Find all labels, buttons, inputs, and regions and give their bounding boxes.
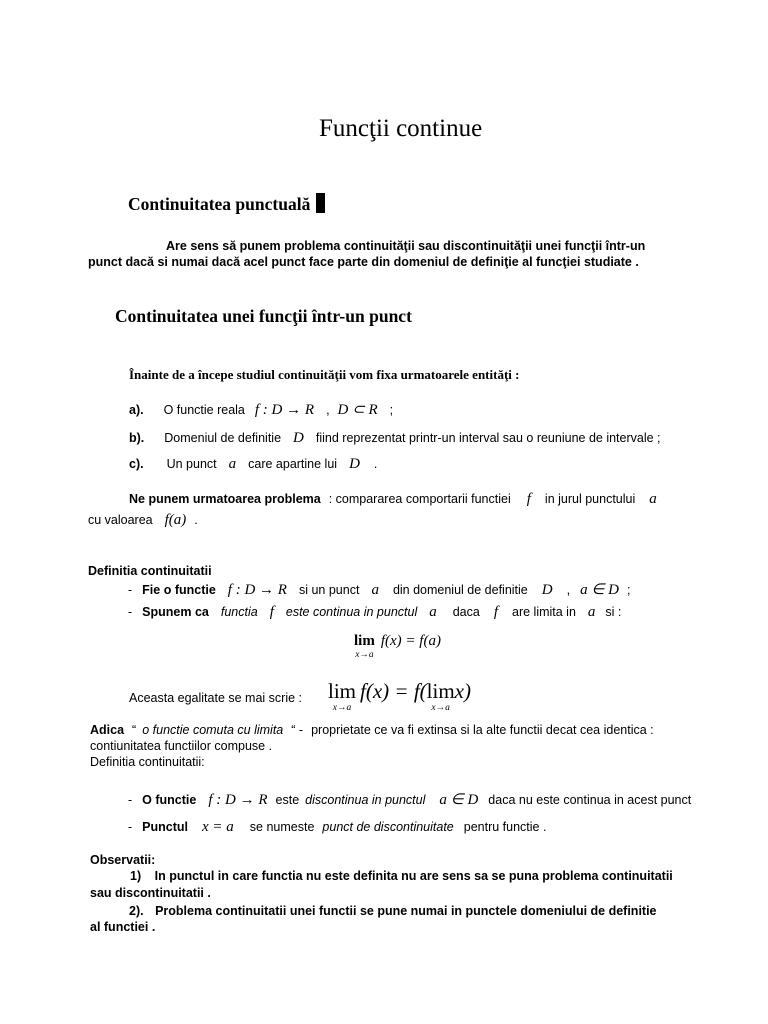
punctuation: . [373,457,378,471]
math-expression: D [349,456,360,472]
intro-paragraph-line1: Are sens să punem problema continuităţii sau discontinuităţii unei funcţii într-un [166,239,646,253]
discontinuity-text: este [275,793,300,807]
separator: , [566,583,571,597]
quote-open: “ [132,723,137,737]
observation-2-line2: al functiei . [90,920,156,934]
list-item-label: c). [129,457,144,471]
discontinuity-line [128,790,691,809]
math-expression: f : D → R [227,582,287,598]
formula-commute [328,679,471,713]
math-expression: f [269,604,274,620]
observation-text: In punctul in care functia nu este definita nu are sens sa se puna problema continuitatii [154,869,673,883]
dash: - [128,605,133,619]
lim-subscript: x→a [431,703,450,713]
definition-text: are limita in [512,605,576,619]
adica-text: proprietate ce va fi extinsa si la alte functii decat cea identica : [311,723,654,737]
adica-italic: o functie comuta cu limita [142,723,284,737]
section-heading-pointwise-text: Continuitatea punctuală [128,194,311,214]
observation-1-line1 [130,869,673,883]
definition-bold: Spunem ca [142,605,209,619]
formula-body: x) [454,679,471,703]
definition-bold: Fie o functie [142,583,216,597]
adica-line2: contiunitatea functiilor compuse . [90,739,273,753]
problem-text: : compararea comportarii functiei [328,492,511,506]
math-expression: a [429,604,437,620]
definition-text: si : [605,605,622,619]
list-item-text: O functie reala [163,403,245,417]
page-title: Funcţii continue [319,115,483,142]
problem-line1 [129,490,657,508]
section-heading-pointwise [128,193,325,215]
separator: , [326,403,330,417]
list-item-text: Domeniul de definitie [164,431,282,445]
formula-body: f(x) = f( [360,679,427,703]
point-italic: punct de discontinuitate [322,820,454,834]
list-item-tail: fiind reprezentat printr-un interval sau o reuniune de intervale ; [315,431,661,445]
list-item-c [129,455,377,473]
quote-close: “ - [291,723,304,737]
math-expression: a [228,456,237,472]
point-text: pentru functie . [463,820,547,834]
definition-italic: este continua in punctul [285,605,418,619]
math-expression: f : D → R [208,792,268,808]
lim-subscript: x→a [355,650,374,660]
observation-text: Problema continuitatii unei functii se pune numai in punctele domeniului de definitie [155,904,657,918]
math-expression: f : D → R [254,402,315,418]
definition2-heading: Definitia continuitatii: [90,755,205,769]
dash: - [128,820,133,834]
entities-intro: Înainte de a începe studiul continuităţii vom fixa urmatoarele entităţi : [129,367,520,382]
dash: - [128,793,133,807]
text-cursor [316,193,325,213]
lim-operator: lim [354,633,375,649]
lim-operator: lim [426,679,455,703]
discontinuity-bold: O functie [142,793,197,807]
point-bold: Punctul [142,820,189,834]
math-expression: x = a [202,819,234,835]
discontinuity-text: daca nu este continua in acest punct [488,793,692,807]
math-expression: D [293,430,304,446]
math-expression: a [649,491,657,507]
observations-heading: Observatii: [90,853,156,867]
alt-form-text: Aceasta egalitate se mai scrie : [129,691,302,705]
punctuation: ; [627,583,631,597]
definition-text: daca [452,605,480,619]
math-expression: D [541,582,553,598]
list-item-b [129,429,661,447]
observation-1-line2: sau discontinuitatii . [90,886,211,900]
definition-line2 [128,603,621,621]
lim-subscript: x→a [332,703,352,713]
math-expression: a [371,582,379,598]
math-expression: a [587,604,596,620]
adica-line1 [90,721,654,739]
observation-2-line1 [129,904,657,918]
observation-number: 1) [130,869,142,883]
section-heading-continuity-at-point: Continuitatea unei funcţii într-un punct [115,306,412,326]
definition-heading: Definitia continuitatii [88,564,212,578]
formula-body: f(x) = f(a) [380,633,441,649]
math-expression: a ∈ D [439,792,479,808]
observation-number: 2). [129,904,144,918]
dash: - [128,583,133,597]
formula-continuity [354,632,441,660]
math-expression: a ∈ D [580,582,619,598]
discontinuity-italic: discontinua in punctul [305,793,426,807]
adica-label: Adica [90,723,125,737]
math-expression: D ⊂ R [337,402,378,418]
definition-text: si un punct [298,583,360,597]
list-item-text: Un punct [166,457,217,471]
point-text: se numeste [249,820,315,834]
list-item-a [129,400,393,419]
list-item-label: a). [129,403,144,417]
definition-line1 [128,580,630,599]
punctuation: . [194,513,198,527]
problem-text: cu valoarea [88,513,153,527]
list-item-label: b). [129,431,145,445]
math-expression: f [526,491,531,507]
math-expression: f(a) [164,512,187,528]
discontinuity-point-line [128,818,546,836]
problem-label: Ne punem urmatoarea problema [129,492,321,506]
problem-text: in jurul punctului [544,492,636,506]
list-item-mid: care apartine lui [248,457,338,471]
problem-line2 [88,511,198,529]
definition-italic: functia [220,605,258,619]
definition-text: din domeniul de definitie [392,583,528,597]
intro-paragraph-line2: punct dacă si numai dacă acel punct face parte din domeniul de definiţie al funcţiei studiate . [88,255,639,269]
lim-operator: lim [328,679,357,703]
math-expression: f [493,604,498,620]
punctuation: ; [389,403,394,417]
